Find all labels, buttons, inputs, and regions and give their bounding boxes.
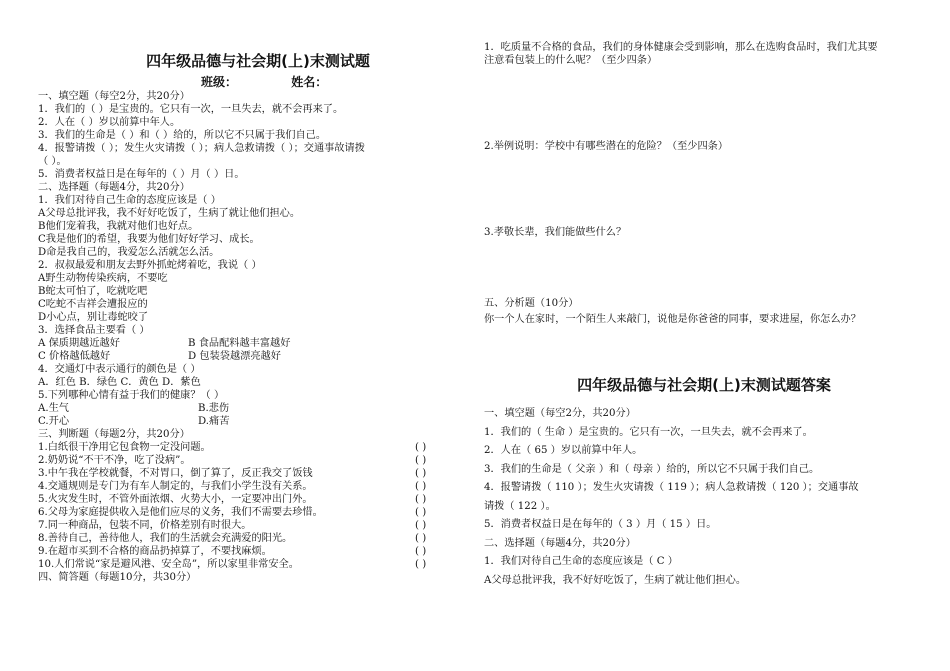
answer-fill-4-cont: 请拨（ 122 ）。 bbox=[484, 500, 556, 512]
choice-q2-option-d: D小心点，别让毒蛇咬了 bbox=[38, 312, 149, 323]
choice-q3-option-d: D 包装袋越漂亮越好 bbox=[188, 351, 281, 362]
judge-answer-blank: ( ) bbox=[415, 507, 427, 518]
judge-answer-blank: ( ) bbox=[415, 533, 427, 544]
class-label: 班级： bbox=[201, 75, 238, 89]
judge-item bbox=[38, 480, 478, 493]
choice-q2-option-c: C吃蛇不吉祥会遭报应的 bbox=[38, 299, 148, 310]
judge-item-text: 8.善待自己，善待他人，我们的生活就会充满爱的阳光。 bbox=[38, 533, 293, 544]
fill-item-2: 2．人在（ ）岁以前算中年人。 bbox=[38, 117, 181, 128]
judge-item bbox=[38, 545, 478, 558]
choice-q3: 3．选择食品主要看（ ） bbox=[38, 325, 150, 336]
choice-q2-option-a: A野生动物传染疾病，不要吃 bbox=[38, 273, 168, 284]
judge-item-text: 3.中午我在学校就餐，不对胃口，倒了算了，反正我交了饭钱 bbox=[38, 468, 313, 479]
judge-item-text: 5.火灾发生时，不管外面浓烟、火势大小，一定要冲出门外。 bbox=[38, 494, 313, 505]
choice-q1-option-b: B他们宠着我，我就对他们也好点。 bbox=[38, 221, 199, 232]
judge-answer-blank: ( ) bbox=[415, 468, 427, 479]
answer-fill-3: 3．我们的生命是（ 父亲 ）和（ 母亲 ）给的，所以它不只属于我们自己。 bbox=[484, 463, 820, 475]
judge-answer-blank: ( ) bbox=[415, 442, 427, 453]
answer-choice-q1: 1．我们对待自己生命的态度应该是（ C ） bbox=[484, 556, 678, 567]
page-title: 四年级品德与社会期(上)末测试题 bbox=[146, 52, 370, 70]
short-answer-q1-line-1: 1．吃质量不合格的食品，我们的身体健康会受到影响，那么在选购食品时，我们尤其要 bbox=[484, 42, 878, 53]
judge-answer-blank: ( ) bbox=[415, 481, 427, 492]
fill-item-4-cont: （ ）。 bbox=[38, 156, 67, 167]
short-answer-q1-line-2: 注意看包装上的什么呢？（至少四条） bbox=[484, 55, 658, 66]
section-judge-heading: 三、判断题（每题2分，共20分） bbox=[38, 429, 190, 440]
judge-item bbox=[38, 493, 478, 506]
short-answer-q2: 2.举例说明：学校中有哪些潜在的危险？（至少四条） bbox=[484, 141, 729, 152]
choice-q5: 5.下列哪种心情有益于我们的健康？（ ） bbox=[38, 390, 225, 401]
answer-key-title: 四年级品德与社会期(上)末测试题答案 bbox=[577, 376, 831, 394]
fill-item-1: 1．我们的（ ）是宝贵的。它只有一次，一旦失去，就不会再来了。 bbox=[38, 104, 344, 115]
choice-q5-option-d: D.痛苦 bbox=[198, 416, 230, 427]
judge-item bbox=[38, 532, 478, 545]
name-label: 姓名： bbox=[291, 75, 328, 89]
judge-item-text: 1.白纸很干净用它包食物一定没问题。 bbox=[38, 442, 211, 453]
class-name-line bbox=[38, 73, 478, 90]
answer-choice-heading: 二、选择题（每题4分，共20分） bbox=[484, 537, 636, 549]
judge-item-text: 7.同一种商品，包装不同，价格差别有时很大。 bbox=[38, 520, 252, 531]
judge-item bbox=[38, 558, 478, 571]
judge-item bbox=[38, 519, 478, 532]
judge-item bbox=[38, 467, 478, 480]
judge-item-text: 4.交通规则是专门为有车人制定的，与我们小学生没有关系。 bbox=[38, 481, 313, 492]
judge-answer-blank: ( ) bbox=[415, 520, 427, 531]
judge-item bbox=[38, 454, 478, 467]
judge-item-text: 10.人们常说“家是避风港、安全岛”，所以家里非常安全。 bbox=[38, 559, 299, 570]
section-analysis-heading: 五、分析题（10分） bbox=[484, 298, 579, 309]
right-column bbox=[484, 0, 924, 590]
section-fill-heading: 一、填空题（每空2分，共20分） bbox=[38, 91, 190, 102]
choice-q5-options-row-2 bbox=[38, 415, 478, 428]
short-answer-q3: 3.孝敬长辈，我们能做些什么？ bbox=[484, 227, 627, 238]
judge-item bbox=[38, 441, 478, 454]
choice-q1-option-c: C我是他们的希望，我要为他们好好学习、成长。 bbox=[38, 234, 260, 245]
answer-fill-5: 5．消费者权益日是在每年的（ 3 ）月（ 15 ）日。 bbox=[484, 519, 717, 530]
answer-fill-1: 1．我们的（ 生命 ）是宝贵的。它只有一次，一旦失去，就不会再来了。 bbox=[484, 426, 813, 438]
judge-item-text: 9.在超市买到不合格的商品扔掉算了，不要找麻烦。 bbox=[38, 546, 272, 557]
choice-q3-options-row-1 bbox=[38, 337, 478, 350]
choice-q4: 4．交通灯中表示通行的颜色是（ ） bbox=[38, 364, 201, 375]
judge-item-text: 6.父母为家庭提供收入是他们应尽的义务，我们不需要去珍惜。 bbox=[38, 507, 323, 518]
answer-fill-2: 2．人在（ 65 ）岁以前算中年人。 bbox=[484, 445, 643, 456]
choice-q4-options: A．红色 B．绿色 C．黄色 D．紫色 bbox=[38, 377, 201, 388]
section-choice-heading: 二、选择题（每题4分，共20分） bbox=[38, 182, 190, 193]
choice-q3-option-c: C 价格越低越好 bbox=[38, 351, 111, 362]
section-short-answer-heading: 四、简答题（每题10分，共30分） bbox=[38, 572, 197, 583]
judge-item bbox=[38, 506, 478, 519]
judge-answer-blank: ( ) bbox=[415, 546, 427, 557]
answer-fill-heading: 一、填空题（每空2分，共20分） bbox=[484, 408, 636, 419]
choice-q5-option-b: B.悲伤 bbox=[198, 403, 230, 414]
choice-q3-options-row-2 bbox=[38, 350, 478, 363]
choice-q3-option-a: A 保质期越近越好 bbox=[38, 338, 120, 349]
choice-q5-option-c: C.开心 bbox=[38, 416, 70, 427]
answer-fill-4: 4．报警请拨（ 110 ）；发生火灾请拨（ 119 ）；病人急救请拨（ 120 ）；交通事故 bbox=[484, 482, 859, 493]
analysis-question: 你一个人在家时，一个陌生人来敲门，说他是你爸爸的同事，要求进屋，你怎么办？ bbox=[484, 314, 861, 325]
fill-item-4: 4．报警请拨（ ）；发生火灾请拨（ ）；病人急救请拨（ ）；交通事故请拨 bbox=[38, 143, 365, 154]
choice-q5-options-row-1 bbox=[38, 402, 478, 415]
judge-answer-blank: ( ) bbox=[415, 494, 427, 505]
choice-q1: 1．我们对待自己生命的态度应该是（ ） bbox=[38, 195, 221, 206]
left-column bbox=[38, 0, 478, 584]
choice-q2: 2．叔叔最爱和朋友去野外抓蛇烤着吃，我说（ ） bbox=[38, 260, 262, 271]
judge-answer-blank: ( ) bbox=[415, 559, 427, 570]
choice-q1-option-d: D命是我自己的，我爱怎么活就怎么活。 bbox=[38, 247, 220, 258]
judge-answer-blank: ( ) bbox=[415, 455, 427, 466]
choice-q2-option-b: B蛇太可怕了，吃就吃吧 bbox=[38, 286, 148, 297]
choice-q1-option-a: A父母总批评我，我不好好吃饭了，生病了就让他们担心。 bbox=[38, 208, 301, 219]
answer-choice-q1-option-a: A父母总批评我，我不好好吃饭了，生病了就让他们担心。 bbox=[484, 574, 747, 586]
fill-item-5: 5．消费者权益日是在每年的（ ）月（ ）日。 bbox=[38, 169, 245, 180]
fill-item-3: 3．我们的生命是（ ）和（ ）给的，所以它不只属于我们自己。 bbox=[38, 130, 327, 141]
choice-q3-option-b: B 食品配料越丰富越好 bbox=[188, 338, 291, 349]
judge-item-text: 2.奶奶说“不干不净，吃了没病”。 bbox=[38, 455, 191, 466]
choice-q5-option-a: A.生气 bbox=[38, 403, 69, 414]
